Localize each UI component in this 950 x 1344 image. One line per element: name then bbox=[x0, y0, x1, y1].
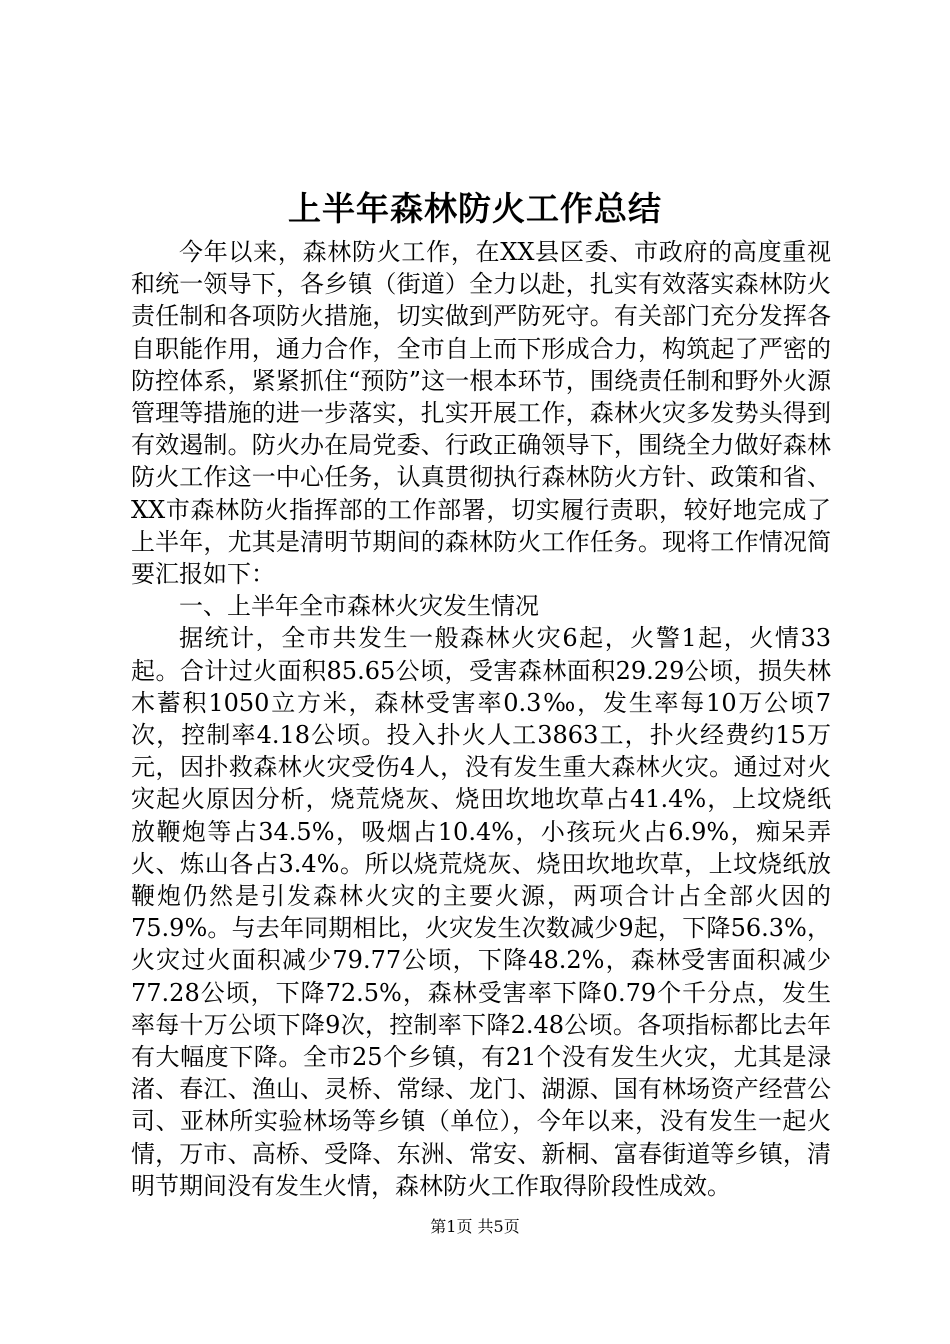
document-title: 上半年森林防火工作总结 bbox=[288, 189, 662, 228]
section-heading: 一、上半年全市森林火灾发生情况 bbox=[179, 592, 539, 621]
page-footer bbox=[0, 1216, 950, 1238]
page-number: 第1页 共5页 bbox=[430, 1217, 520, 1236]
document-body bbox=[131, 236, 831, 1202]
statistics-paragraph: 据统计，全市共发生一般森林火灾6起，火警1起，火情33起。合计过火面积85.65公顷，受害森林面积29.29公顷，损失林木蓄积1050立方米，森林受害率0.3‰，发生率每10万公顷7次，控制率4.18公顷。投入扑火人工3863工，扑火经费约15万元，因扑救森林火灾受伤4人，没有发生重大森林火灾。通过对火灾起火原因分析，烧荒烧灰、烧田坎地坎草占41.4%，上坟烧纸放鞭炮等占34.5%，吸烟占10.4%，小孩玩火占6.9%，痴呆弄火、炼山各占3.4%。所以烧荒烧灰、烧田坎地坎草，上坟烧纸放鞭炮仍然是引发森林火灾的主要火源，两项合计占全部火因的75.9%。与去年同期相比，火灾发生次数减少9起，下降56.3%，火灾过火面积减少79.77公顷，下降48.2%，森林受害面积减少77.28公顷，下降72.5%，森林受害率下降0.79个千分点，发生率每十万公顷下降9次，控制率下降2.48公顷。各项指标都比去年有大幅度下降。全市25个乡镇，有21个没有发生火灾，尤其是渌渚、春江、渔山、灵桥、常绿、龙门、湖源、国有林场资产经营公司、亚林所实验林场等乡镇（单位），今年以来，没有发生一起火情，万市、高桥、受降、东洲、常安、新桐、富春街道等乡镇，清明节期间没有发生火情，森林防火工作取得阶段性成效。 bbox=[131, 624, 831, 1200]
intro-paragraph: 今年以来，森林防火工作，在XX县区委、市政府的高度重视和统一领导下，各乡镇（街道）全力以赴，扎实有效落实森林防火责任制和各项防火措施，切实做到严防死守。有关部门充分发挥各自职能作用，通力合作，全市自上而下形成合力，构筑起了严密的防控体系，紧紧抓住“预防”这一根本环节，围绕责任制和野外火源管理等措施的进一步落实，扎实开展工作，森林火灾多发势头得到有效遏制。防火办在局党委、行政正确领导下，围绕全力做好森林防火工作这一中心任务，认真贯彻执行森林防火方针、政策和省、XX市森林防火指挥部的工作部署，切实履行责职，较好地完成了上半年，尤其是清明节期间的森林防火工作任务。现将工作情况简要汇报如下： bbox=[131, 238, 831, 589]
